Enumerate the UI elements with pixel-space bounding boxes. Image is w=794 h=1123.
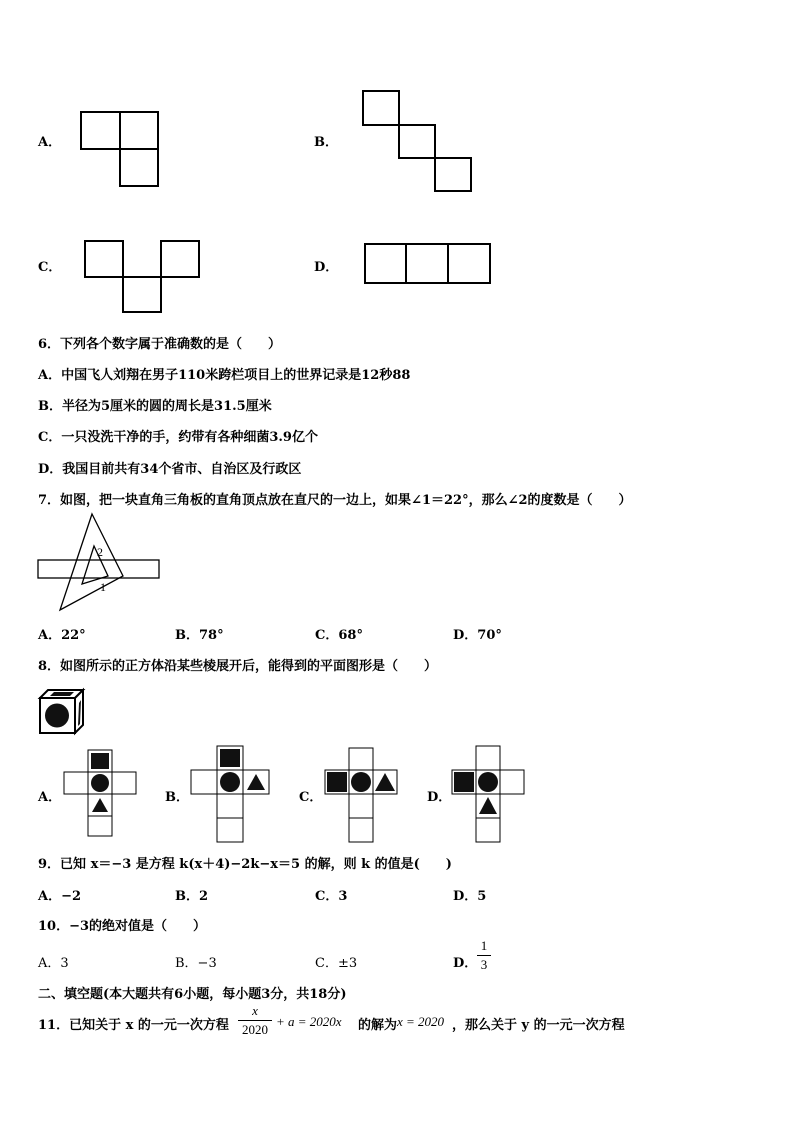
q8-option-a-net bbox=[62, 748, 138, 838]
q5-option-b-figure bbox=[362, 90, 474, 194]
q10-stem: 10．−3的绝对值是（ ） bbox=[38, 919, 207, 934]
q6-option-c: C．一只没洗干净的手，约带有各种细菌3.9亿个 bbox=[38, 430, 318, 445]
q5-option-a-label: A． bbox=[38, 135, 62, 150]
q5-option-d-figure bbox=[364, 242, 494, 286]
q10-option-d-fraction bbox=[477, 938, 491, 973]
section-2-heading: 二、填空题(本大题共有6小题，每小题3分，共18分) bbox=[38, 987, 347, 1002]
q11-prefix: 11．已知关于 x 的一元一次方程 bbox=[38, 1018, 229, 1033]
q10-option-b: B．−3 bbox=[175, 956, 217, 971]
q9-stem: 9．已知 x＝−3 是方程 k(x＋4)−2k−x＝5 的解，则 k 的值是( ) bbox=[38, 857, 452, 872]
fraction-bar bbox=[238, 1020, 272, 1021]
q5-option-d-label: D． bbox=[314, 260, 339, 275]
q11-suffix-2: ，那么关于 y 的一元一次方程 bbox=[452, 1018, 625, 1033]
q8-option-c-label: C． bbox=[299, 790, 323, 805]
q7-option-c: C．68° bbox=[315, 628, 363, 643]
q7-stem: 7．如图，把一块直角三角板的直角顶点放在直尺的一边上，如果∠1＝22°，那么∠2的度数是（ ） bbox=[38, 493, 632, 508]
q8-option-d-net bbox=[450, 744, 528, 844]
q7-option-b: B．78° bbox=[175, 628, 224, 643]
q11-suffix-1: 的解为 bbox=[358, 1018, 398, 1033]
q11-fraction bbox=[238, 1003, 272, 1038]
q8-option-b-label: B． bbox=[165, 790, 189, 805]
q7-angle-2-label: 2 bbox=[97, 545, 103, 559]
q8-stem: 8．如图所示的正方体沿某些棱展开后，能得到的平面图形是（ ） bbox=[38, 659, 438, 674]
q5-option-a-figure bbox=[80, 110, 162, 188]
q8-cube-figure bbox=[38, 688, 86, 736]
q10-option-d-label: D． bbox=[453, 956, 478, 971]
q10-option-a: A．3 bbox=[38, 956, 69, 971]
q6-option-b: B．半径为5厘米的圆的周长是31.5厘米 bbox=[38, 399, 272, 414]
q7-option-d: D．70° bbox=[453, 628, 502, 643]
q10-fraction-numerator: 1 bbox=[480, 938, 488, 953]
q11-fraction-numerator: x bbox=[252, 1003, 258, 1018]
q8-option-c-net bbox=[323, 746, 401, 844]
q6-option-a: A．中国飞人刘翔在男子110米跨栏项目上的世界记录是12秒88 bbox=[38, 368, 411, 383]
q8-option-a-label: A． bbox=[38, 790, 62, 805]
q9-option-b: B．2 bbox=[175, 889, 209, 904]
q6-option-d: D．我国目前共有34个省市、自治区及行政区 bbox=[38, 462, 302, 477]
q5-option-c-label: C． bbox=[38, 260, 62, 275]
fraction-bar bbox=[477, 955, 491, 956]
q11-solution: x = 2020 bbox=[397, 1014, 445, 1029]
q9-option-d: D．5 bbox=[453, 889, 487, 904]
q5-option-c-figure bbox=[84, 239, 204, 315]
q7-option-a: A．22° bbox=[38, 628, 86, 643]
q11-equation-middle: + a = 2020x bbox=[276, 1014, 342, 1029]
q9-option-c: C．3 bbox=[315, 889, 348, 904]
q9-option-a: A．−2 bbox=[38, 889, 82, 904]
q6-stem: 6．下列各个数字属于准确数的是（ ） bbox=[38, 337, 282, 352]
q5-option-b-label: B． bbox=[314, 135, 338, 150]
q11-fraction-denominator: 2020 bbox=[242, 1022, 268, 1037]
q7-ruler-triangle-figure bbox=[36, 512, 164, 614]
q10-option-c: C．±3 bbox=[315, 956, 358, 971]
q8-option-b-net bbox=[189, 744, 273, 844]
q10-fraction-denominator: 3 bbox=[480, 957, 488, 972]
q8-option-d-label: D． bbox=[427, 790, 452, 805]
q7-angle-1-label: 1 bbox=[100, 580, 106, 594]
